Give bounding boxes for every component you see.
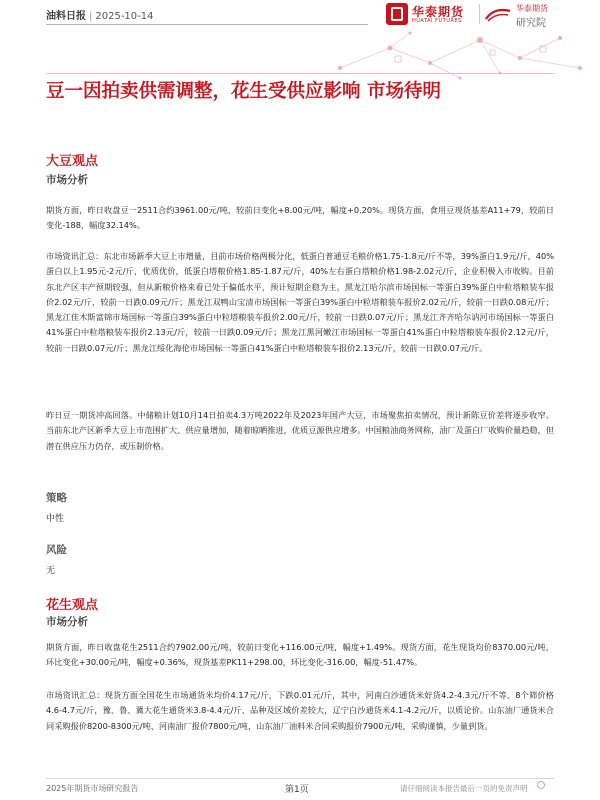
footer-divider	[46, 778, 554, 779]
soy-market-news-paragraph: 市场资讯汇总：东北市场新季大豆上市增量，目前市场价格两极分化，低蛋白普通豆毛粮价格1.75-1.8元/斤不等，39%蛋白1.9元/斤，40%蛋白以上1.95元-2元/斤，优质优价，低蛋白塔粮价格1.85-1.87元/斤，40%左右蛋白塔粮价格1.98-2.02元/斤，企业积极入市收购。目前东北产区丰产预期较强，但从新粮价格来看已处于偏低水平，预计短期企稳为主。黑龙江哈尔滨市场国标一等蛋白39%蛋白中粒塔粮装车报价2.02元/斤，较前一日跌0.09元/斤；黑龙江双鸭山宝清市场国标一等蛋白39%蛋白中粒塔粮装车报价2.02元/斤，较前一日跌0.08元/斤；黑龙江佳木斯富锦市场国标一等蛋白39%蛋白中粒塔粮装车报价2.00元/斤，较前一日跌0.07元/斤；黑龙江齐齐哈尔讷河市场国标一等蛋白41%蛋白中粒塔粮装车报价2.13元/斤，较前一日跌0.09元/斤；黑龙江黑河嫩江市场国标一等蛋白41%蛋白中粒塔粮装车报价2.12元/斤，较前一日跌0.07元/斤；黑龙江绥化海伦市场国标一等蛋白41%蛋白中粒塔粮装车报价2.13元/斤，较前一日跌0.07元/斤。	[46, 251, 554, 353]
logo-cn-text: 华泰期货	[412, 5, 465, 19]
peanut-market-news-paragraph: 市场资讯汇总：现货方面全国花生市场通货米均价4.17元/斤，下跌0.01元/斤，其中，河南白沙通货米好货4.2-4.3元/斤不等、8个筛价格4.6-4.7元/斤，豫、鲁、冀大花生通货米3.8-4.4元/斤、品种及区域价差较大，辽宁白沙通货米4.1-4.2元/斤，以质论价。山东油厂通货米合同采购报价8200-8300元/吨、河南油厂报价7800元/吨，山东油厂油料米合同采购报价7900元/吨，采购谨慎，少量到货。	[46, 690, 554, 731]
page-number: 第1页	[285, 785, 309, 795]
huatai-logo-icon	[386, 3, 408, 25]
logo-divider	[479, 4, 480, 24]
page-title: 豆一因拍卖供需调整，花生受供应影响 市场待明	[46, 81, 441, 102]
huatai-futures-logo	[386, 2, 476, 26]
soy-risk-label: 风险	[46, 544, 67, 556]
peanut-section-heading: 花生观点	[46, 598, 99, 613]
research-logo-top: 华泰期货	[516, 4, 548, 13]
report-type-date: 油料日报 | 2025-10-14	[46, 11, 154, 22]
disclaimer-notice: 请仔细阅读本报告最后一页的免责声明	[400, 784, 528, 793]
soy-strategy-value: 中性	[46, 514, 65, 524]
soy-futures-paragraph: 期货方面，昨日收盘豆一2511合约3961.00元/吨，较前日变化+8.00元/吨，幅度+0.20%。现货方面，食用豆现货基差A11+79，较前日变化-188，幅度32.14%。	[46, 205, 554, 231]
logo-en-text: HUATAI FUTURES	[412, 18, 462, 24]
soy-outlook-paragraph: 昨日豆一期货冲高回落。中储粮计划10月14日拍卖4.3万吨2022年及2023年国产大豆，市场聚焦拍卖情况，预计新陈豆价差将逐步收窄。当前东北产区新季大豆上市范围扩大、供应量增加，随着晾晒推进，优质豆源供应增多。中国粮油商务网称，油厂及蛋白厂收购价量趋稳，但潜在供应压力仍存，或压制价格。	[46, 410, 554, 451]
soy-section-heading: 大豆观点	[46, 154, 99, 169]
peanut-market-analysis-heading: 市场分析	[46, 616, 88, 628]
research-institute-logo	[484, 2, 564, 29]
soy-risk-value: 无	[46, 566, 56, 576]
page-header	[0, 0, 600, 28]
footer-ornament-icon	[536, 780, 546, 790]
research-logo-bottom: 研究院	[516, 18, 546, 29]
soy-market-analysis-heading: 市场分析	[46, 174, 88, 186]
page-footer	[0, 772, 600, 800]
soy-strategy-label: 策略	[46, 492, 67, 504]
footer-report-name: 2025年期货市场研究报告	[46, 784, 139, 793]
report-date: 2025-10-14	[95, 11, 154, 22]
peanut-futures-paragraph: 期货方面，昨日收盘花生2511合约7902.00元/吨，较前日变化+116.00元/吨，幅度+1.49%。现货方面，花生现货均价8370.00元/吨，环比变化+30.00元/吨，幅度+0.36%，现货基差PK11+298.00，环比变化-316.00，幅度-51.47%。	[46, 642, 554, 668]
header-divider	[46, 24, 368, 25]
research-logo-icon	[484, 5, 512, 23]
report-type: 油料日报	[46, 11, 86, 22]
title-rule	[46, 73, 554, 74]
